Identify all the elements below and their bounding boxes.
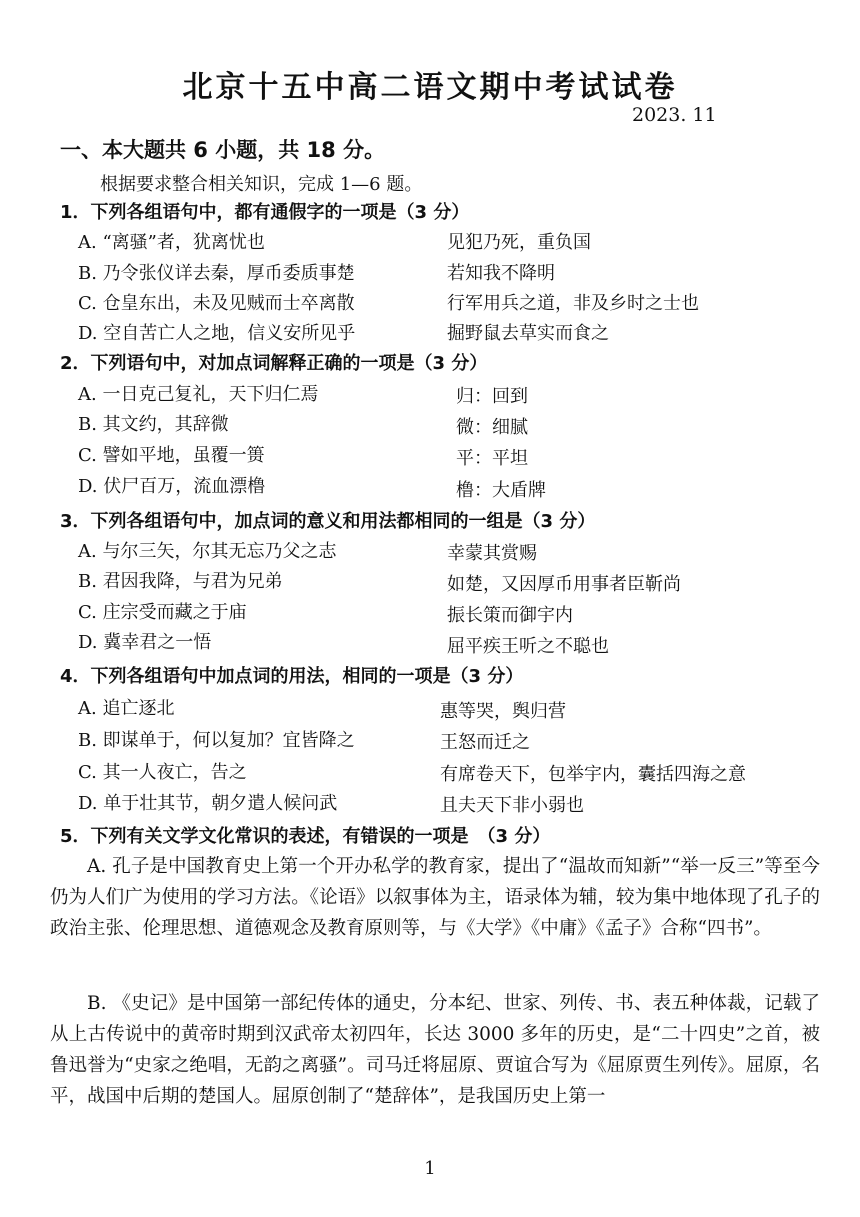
q4-option-d-pair: 且夫天下非小弱也 <box>440 795 584 816</box>
q2-option-d: D. 伏尸百万，流血漂橹 <box>78 476 266 497</box>
section-heading: 一、本大题共 6 小题，共 18 分。 <box>60 138 386 162</box>
q4-option-d: D. 单于壮其节，朝夕遣人候问武 <box>78 793 338 814</box>
q2-option-c: C. 譬如平地，虽覆一篑 <box>78 445 265 466</box>
question-3-stem: 3．下列各组语句中，加点词的意义和用法都相同的一组是（3 分） <box>60 511 596 532</box>
question-4-stem: 4．下列各组语句中加点词的用法，相同的一项是（3 分） <box>60 666 524 687</box>
question-5-stem: 5．下列有关文学文化常识的表述，有错误的一项是 （3 分） <box>60 826 551 847</box>
q3-option-c-pair: 振长策而御宇内 <box>447 605 573 626</box>
q3-option-a-pair: 幸蒙其赏赐 <box>447 543 537 564</box>
q4-option-c-pair: 有席卷天下，包举宇内，囊括四海之意 <box>440 764 746 785</box>
page-number: 1 <box>424 1158 436 1179</box>
q3-option-a: A. 与尔三矢，尔其无忘乃父之志 <box>78 541 337 562</box>
q1-option-b-pair: 若知我不降明 <box>447 263 555 284</box>
q3-option-c: C. 庄宗受而藏之于庙 <box>78 602 247 623</box>
q4-option-c: C. 其一人夜亡，告之 <box>78 762 247 783</box>
q2-option-a: A. 一日克己复礼，天下归仁焉 <box>78 384 319 405</box>
question-2-stem: 2．下列语句中，对加点词解释正确的一项是（3 分） <box>60 353 488 374</box>
q5-option-a-paragraph: A. 孔子是中国教育史上第一个开办私学的教育家，提出了“温故而知新”“举一反三”等至今仍为人们广为使用的学习方法。《论语》以叙事体为主，语录体为辅，较为集中地体现了孔子的政治主张、伦理思想、道德观念及教育原则等，与《大学》《中庸》《孟子》合称“四书”。 <box>50 855 820 939</box>
section-intro: 根据要求整合相关知识，完成 1—6 题。 <box>100 174 423 195</box>
q4-option-b: B. 即谋单于，何以复加？宜皆降之 <box>78 730 355 751</box>
q1-option-b: B. 乃令张仪详去秦，厚币委质事楚 <box>78 263 355 284</box>
q4-option-b-pair: 王怒而迁之 <box>440 732 530 753</box>
q1-option-d-pair: 掘野鼠去草实而食之 <box>447 323 609 344</box>
q4-option-a-pair: 惠等哭，舆归营 <box>440 701 566 722</box>
q1-option-c: C. 仓皇东出，未及见贼而士卒离散 <box>78 293 355 314</box>
q2-option-c-gloss: 平：平坦 <box>456 448 528 469</box>
q3-option-b-pair: 如楚，又因厚币用事者臣靳尚 <box>447 574 681 595</box>
q4-option-a: A. 追亡逐北 <box>78 698 175 719</box>
exam-date: 2023. 11 <box>632 104 717 126</box>
q2-option-d-gloss: 橹：大盾牌 <box>456 480 546 501</box>
page-title: 北京十五中高二语文期中考试试卷 <box>182 70 678 105</box>
q3-option-d: D. 冀幸君之一悟 <box>78 632 212 653</box>
q3-option-b: B. 君因我降，与君为兄弟 <box>78 571 283 592</box>
q5-option-b-paragraph: B. 《史记》是中国第一部纪传体的通史，分本纪、世家、列传、书、表五种体裁，记载了从上古传说中的黄帝时期到汉武帝太初四年，长达 3000 多年的历史，是“二十四史”之首，被鲁迅誉为“史家之绝唱，无韵之离骚”。司马迁将屈原、贾谊合写为《屈原贾生列传》。屈原，名平，战国中后期的楚国人。屈原创制了“楚辞体”，是我国历史上第一 <box>50 992 820 1107</box>
q2-option-b-gloss: 微：细腻 <box>456 417 528 438</box>
q1-option-a-pair: 见犯乃死，重负国 <box>447 232 591 253</box>
q2-option-a-gloss: 归：回到 <box>456 386 528 407</box>
q1-option-a: A. “离骚”者，犹离忧也 <box>78 232 265 253</box>
q1-option-c-pair: 行军用兵之道，非及乡时之士也 <box>447 293 699 314</box>
q2-option-b: B. 其文约，其辞微 <box>78 414 229 435</box>
q1-option-d: D. 空自苦亡人之地，信义安所见乎 <box>78 323 356 344</box>
q3-option-d-pair: 屈平疾王听之不聪也 <box>447 636 609 657</box>
question-1-stem: 1．下列各组语句中，都有通假字的一项是（3 分） <box>60 202 470 223</box>
